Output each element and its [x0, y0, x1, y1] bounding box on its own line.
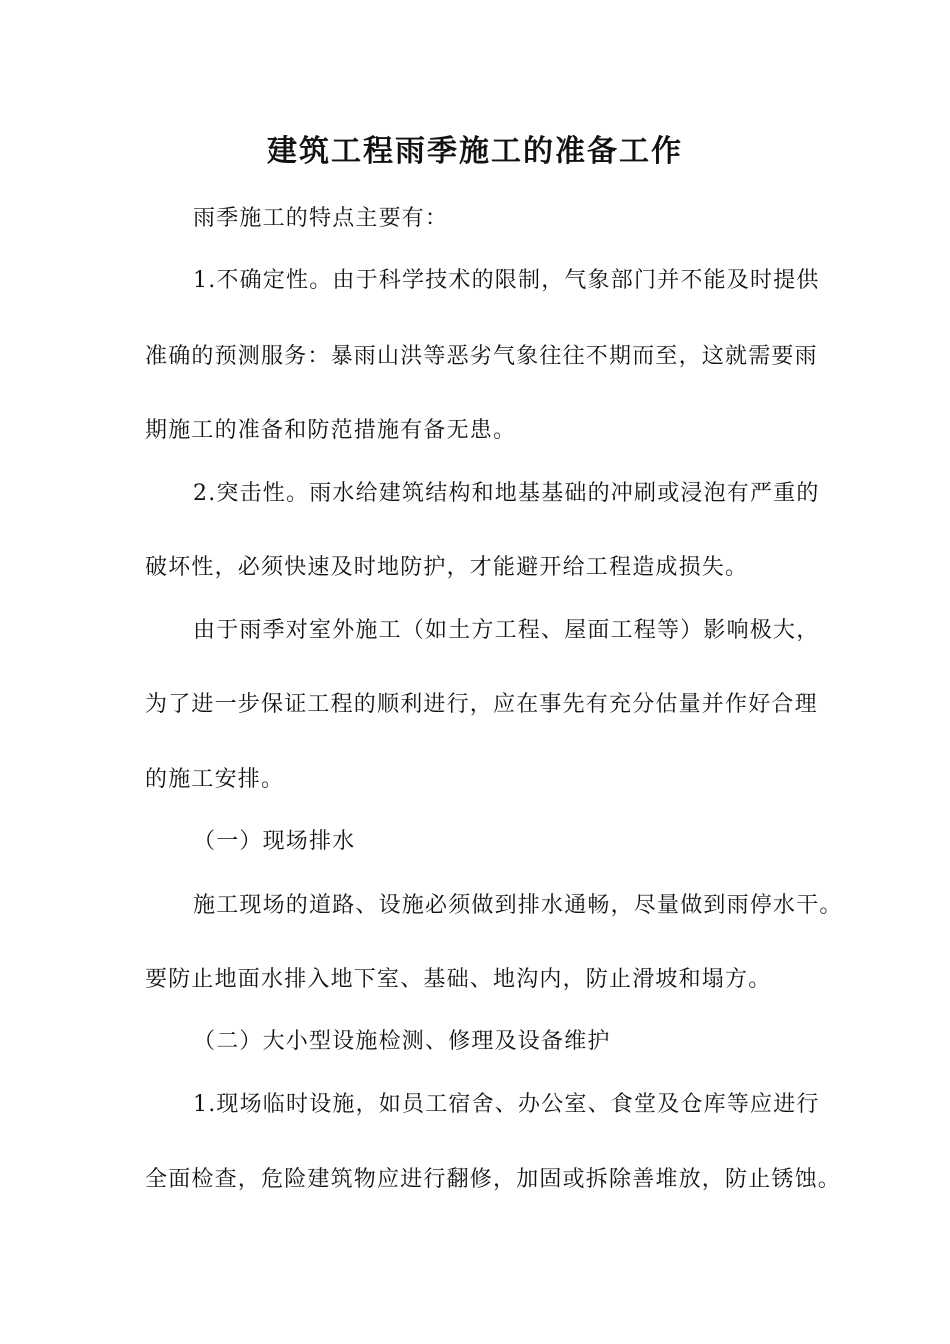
paragraph-line: 的施工安排。: [145, 767, 285, 792]
paragraph-line: 1.现场临时设施，如员工宿舍、办公室、食堂及仓库等应进行: [193, 1092, 820, 1117]
paragraph-line: 期施工的准备和防范措施有备无患。: [145, 418, 517, 443]
section-heading: （一）现场排水: [193, 829, 356, 854]
document-title: 建筑工程雨季施工的准备工作: [267, 134, 683, 169]
paragraph-line: 由于雨季对室外施工（如土方工程、屋面工程等）影响极大，: [193, 618, 820, 643]
paragraph-line: 2.突击性。雨水给建筑结构和地基基础的冲刷或浸泡有严重的: [193, 481, 820, 506]
paragraph-line-intro: 雨季施工的特点主要有：: [193, 206, 449, 231]
paragraph-line: 要防止地面水排入地下室、基础、地沟内，防止滑坡和塌方。: [145, 967, 772, 992]
paragraph-line: 全面检查，危险建筑物应进行翻修，加固或拆除善堆放，防止锈蚀。: [145, 1167, 842, 1192]
paragraph-line: 施工现场的道路、设施必须做到排水通畅，尽量做到雨停水干。: [193, 893, 843, 918]
paragraph-line: 1.不确定性。由于科学技术的限制，气象部门并不能及时提供: [193, 268, 820, 293]
paragraph-line: 破坏性，必须快速及时地防护，才能避开给工程造成损失。: [145, 555, 749, 580]
paragraph-line: 为了进一步保证工程的顺利进行，应在事先有充分估量并作好合理: [145, 692, 818, 717]
paragraph-line: 准确的预测服务：暴雨山洪等恶劣气象往往不期而至，这就需要雨: [145, 344, 818, 369]
section-heading: （二）大小型设施检测、修理及设备维护: [193, 1029, 611, 1054]
